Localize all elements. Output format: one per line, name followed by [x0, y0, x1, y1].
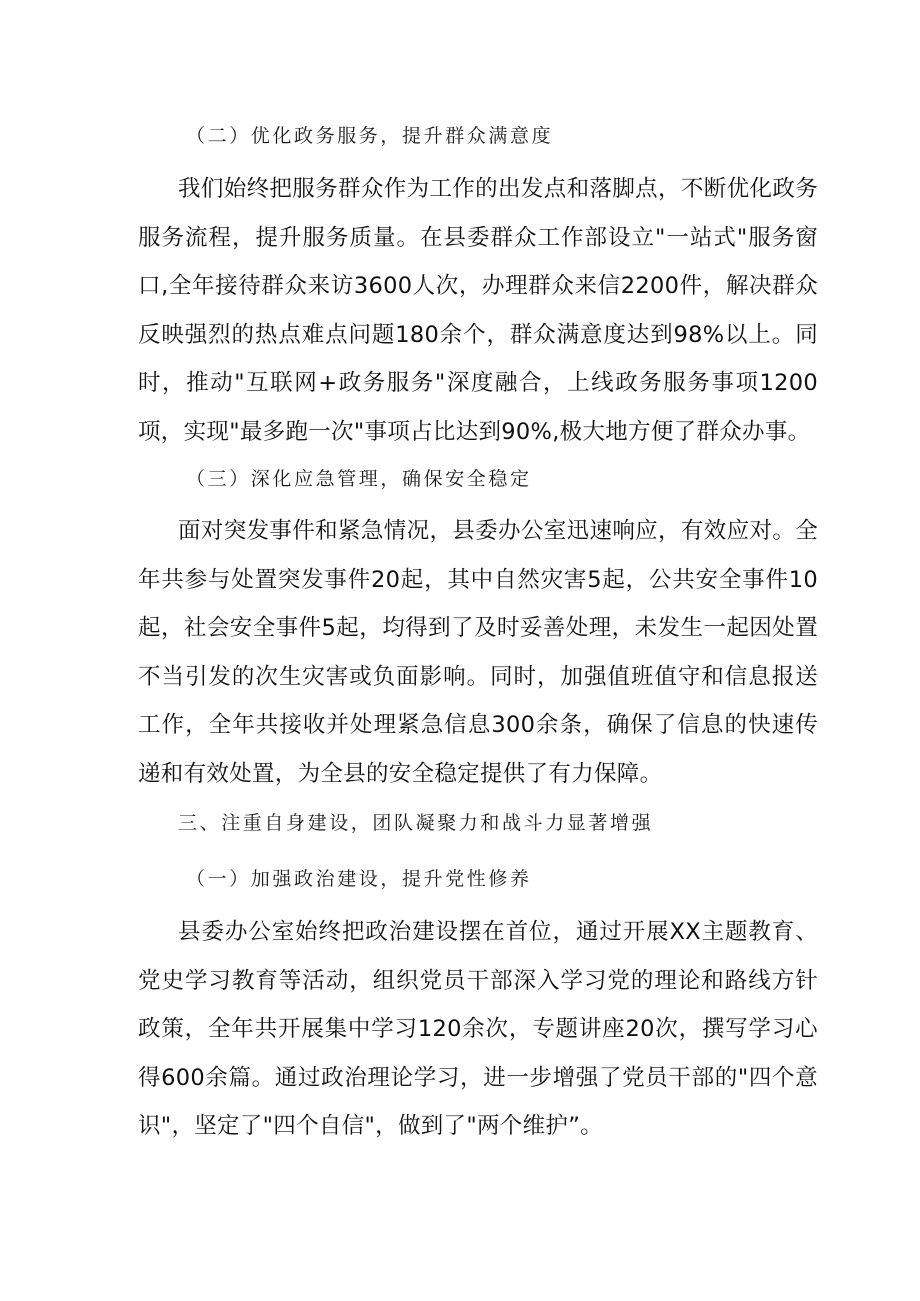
section-heading-optimize-services: （二）优化政务服务，提升群众满意度: [186, 125, 554, 147]
chapter-heading-self-building: 三、注重自身建设，团队凝聚力和战斗力显著增强: [178, 812, 654, 834]
paragraph-political-study: 县委办公室始终把政治建设摆在首位，通过开展XX主题教育、党史学习教育等活动，组织党员干部深入学习党的理论和路线方针政策，全年共开展集中学习120余次，专题讲座20次，撰写学习心得600余篇。通过政治理论学习，进一步增强了党员干部的"四个意识"，坚定了"四个自信"，做到了"两个维护”。: [138, 919, 818, 1140]
section-heading-emergency-management: （三）深化应急管理，确保安全稳定: [186, 468, 532, 490]
paragraph-government-services: 我们始终把服务群众作为工作的出发点和落脚点，不断优化政务服务流程，提升服务质量。在县委群众工作部设立"一站式"服务窗口,全年接待群众来访3600人次，办理群众来信2200件，解决群众反映强烈的热点难点问题180余个，群众满意度达到98%以上。同时，推动"互联网+政务服务"深度融合，上线政务服务事项1200项，实现"最多跑一次"事项占比达到90%,极大地方便了群众办事。: [138, 176, 818, 445]
paragraph-emergency-response: 面对突发事件和紧急情况，县委办公室迅速响应，有效应对。全年共参与处置突发事件20起，其中自然灾害5起，公共安全事件10起，社会安全事件5起，均得到了及时妥善处理，未发生一起因处置不当引发的次生灾害或负面影响。同时，加强值班值守和信息报送工作，全年共接收并处理紧急信息300余条，确保了信息的快速传递和有效处置，为全县的安全稳定提供了有力保障。: [138, 518, 818, 787]
section-heading-political-building: （一）加强政治建设，提升党性修养: [186, 868, 532, 890]
